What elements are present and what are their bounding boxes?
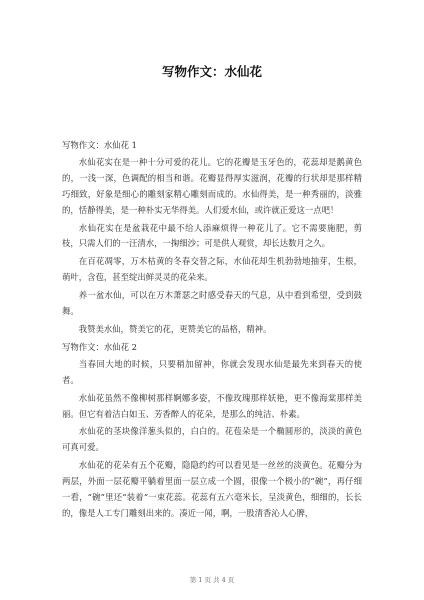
paragraph-8: 水仙花的茎块像洋葱头似的，白白的。花苞朵是一个椭圆形的，淡淡的黄色可真可爱。 bbox=[62, 426, 362, 453]
paragraph-1: 水仙花实在是一种十分可爱的花儿。它的花瓣是玉牙色的，花蕊却是鹅黄色的，一浅一深，色调配的相当和谐。花瓣显得厚实滋润，花瓣的行状却是那样精巧细致，好象是细心的雕刻家精心雕刻而成的。水仙得美，是一种秀丽的，淡雅的，恬静得美，是一种朴实无华得美。人们爱水仙，或许就正爱这一点吧！ bbox=[62, 156, 362, 215]
paragraph-2: 水仙花实在是盆栽花中最不给人添麻烦得一种花儿了。它不需要施肥，剪枝，只需人们的一汪清水，一掬细沙；可是供人观赏，却长达数月之久。 bbox=[62, 222, 362, 249]
document-title: 写物作文：水仙花 bbox=[161, 64, 262, 79]
paragraph-9: 水仙花的花朵有五个花瓣，隐隐约约可以看见是一丝丝的淡黄色。花瓣分为两层，外面一层花瓣平躺着里面一层立成一个圆，很像一个极小的“碗”，再仔细一看，“碗”里还“装着”一束花蕊。花蕊有五六毫米长，呈淡黄色，细细的，长长的，像是人工专门雕刻出来的。凑近一闻，啊，一股清香沁人心脾， bbox=[62, 460, 362, 518]
paragraph-6: 当春回大地的时候，只要稍加留神，你就会发现水仙是最先来到春天的使者。 bbox=[62, 358, 362, 385]
paragraph-7: 水仙花虽然不像柳树那样婀娜多姿，不像玫瑰那样妖艳，更不像海棠那样美丽。但它有着洁白如玉、芳香醉人的花朵，是那么的纯洁、朴素。 bbox=[62, 392, 362, 419]
paragraph-4: 养一盆水仙，可以在万木萧瑟之时感受春天的气息，从中看到希望，受到鼓舞。 bbox=[62, 290, 362, 317]
document-body bbox=[62, 138, 362, 524]
paragraph-5: 我赞美水仙，赞美它的花，更赞美它的品格，精神。 bbox=[78, 323, 272, 334]
paragraph-3: 在百花凋零，万木枯黄的冬春交替之际，水仙花却生机勃勃地抽芽，生根，萌叶，含苞，甚至绽出鲜灵灵的花朵来。 bbox=[62, 256, 362, 283]
section-heading-2: 写物作文：水仙花 2 bbox=[62, 341, 137, 352]
page-number-footer: 第 1 页 共 4 页 bbox=[189, 576, 235, 584]
section-heading-1: 写物作文：水仙花 1 bbox=[62, 140, 137, 150]
